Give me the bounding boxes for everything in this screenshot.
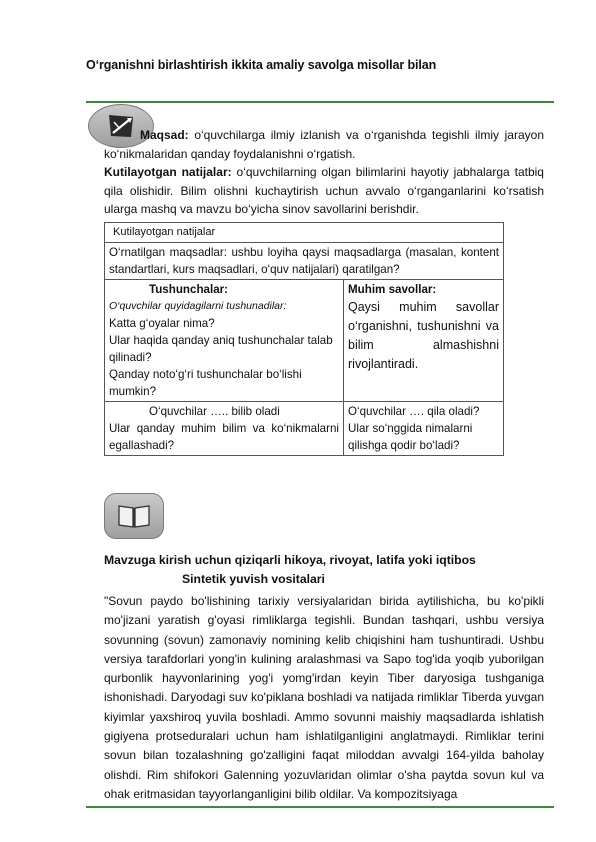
- concepts-question-2: Ular haqida qanday aniq tushunchalar talab qilinadi?: [109, 334, 333, 364]
- planning-table: [104, 222, 504, 456]
- concepts-question-3: Qanday noto‘g‘ri tushunchalar bo‘lishi mumkin?: [109, 368, 302, 398]
- concepts-heading: Tushunchalar:: [149, 283, 229, 296]
- story-subtitle: Sintetik yuvish vositalari: [182, 572, 325, 586]
- concepts-cell: [105, 280, 344, 402]
- divider-bottom: [86, 806, 554, 808]
- story-title: Mavzuga kirish uchun qiziqarli hikoya, rivoyat, latifa yoki iqtibos: [104, 553, 476, 567]
- goal-label: Maqsad:: [140, 128, 189, 142]
- table-caption: Kutilayotgan natijalar: [105, 223, 504, 243]
- goal-text: o‘quvchilarga ilmiy izlanish va o‘rganishda tegishli ilmiy jarayon ko‘nikmalaridan qanday foydalanishni o‘rgatish.: [104, 128, 544, 161]
- do-heading: O‘quvchilar …. qila oladi?: [348, 405, 480, 418]
- know-text: Ular qanday muhim bilim va ko‘nikmalarni egallashadi?: [109, 422, 339, 452]
- divider-top: [86, 101, 554, 103]
- know-heading: O‘quvchilar ….. bilib oladi: [149, 405, 280, 418]
- page-heading: O‘rganishni birlashtirish ikkita amaliy savolga misollar bilan: [86, 58, 437, 72]
- book-icon-glyph: [116, 502, 152, 530]
- questions-text: Qaysi muhim savollar o‘rganishni, tushunishni va bilim almashishni rivojlantiradi.: [348, 300, 499, 371]
- book-icon: [104, 493, 164, 539]
- know-cell: [105, 402, 344, 456]
- do-cell: [344, 402, 504, 456]
- do-text: Ular so‘nggida nimalarni qilishga qodir bo‘ladi?: [348, 422, 473, 452]
- results-text: o‘quvchilarning olgan bilimlarini hayotiy jabhalarga tatbiq qila olishidir. Bilim olishni kuchaytirish uchun avvalo o‘rganganlarini ko‘rsatish ularga mashq va mavzu bo‘yicha sinov savollarini berishdir.: [104, 165, 544, 216]
- questions-heading: Muhim savollar:: [348, 283, 437, 296]
- results-label: Kutilayotgan natijalar:: [104, 165, 232, 179]
- goal-paragraph: [104, 126, 544, 163]
- story-body: "Sovun paydo bo'lishining tarixiy versiyalaridan birida aytilishicha, bu ko'pikli mo'jizani yaratish g'oyasi rimliklarga tegishli. Bundan tashqari, ushbu versiya sovunning (sovun) zamonaviy nomining kelib chiqishini ham tushuntiradi. Ushbu versiya tarafdorlari yong'in kulining aralashmasi va Sapo tog'ida yoqib yuborilgan qurbonlik hayvonlarining yog'i yomg'irdan keyin Tiber daryosiga tushganiga ishonishadi. Daryodagi suv ko'piklana boshladi va natijada rimliklar Tiberda yuvgan kiyimlar yaxshiroq yuvila boshladi. Ammo sovunni maishiy maqsadlarda ishlatish gigiyena protseduralari uchun ham ishlatilganligini anglatmaydi. Rimliklar terini sovun bilan tozalashning go'zalligini faqat miloddan avvalgi 164-yilda baholay olishdi. Rim shifokori Galenning yozuvlaridan olimlar o'sha paytda sovun kul va ohak eritmasidan tayyorlanganligini bilib oldilar. Va kompozitsiyaga: [104, 594, 544, 801]
- concepts-question-1: Katta g‘oyalar nima?: [109, 317, 215, 330]
- concepts-intro: O‘quvchilar quyidagilarni tushunadilar:: [109, 300, 287, 312]
- results-paragraph: [104, 163, 544, 219]
- questions-cell: [344, 280, 504, 402]
- goals-row: O‘rnatilgan maqsadlar: ushbu loyiha qaysi maqsadlarga (masalan, kontent standartlari, kurs maqsadlari, o‘quv natijalari) qaratilgan?: [105, 243, 504, 280]
